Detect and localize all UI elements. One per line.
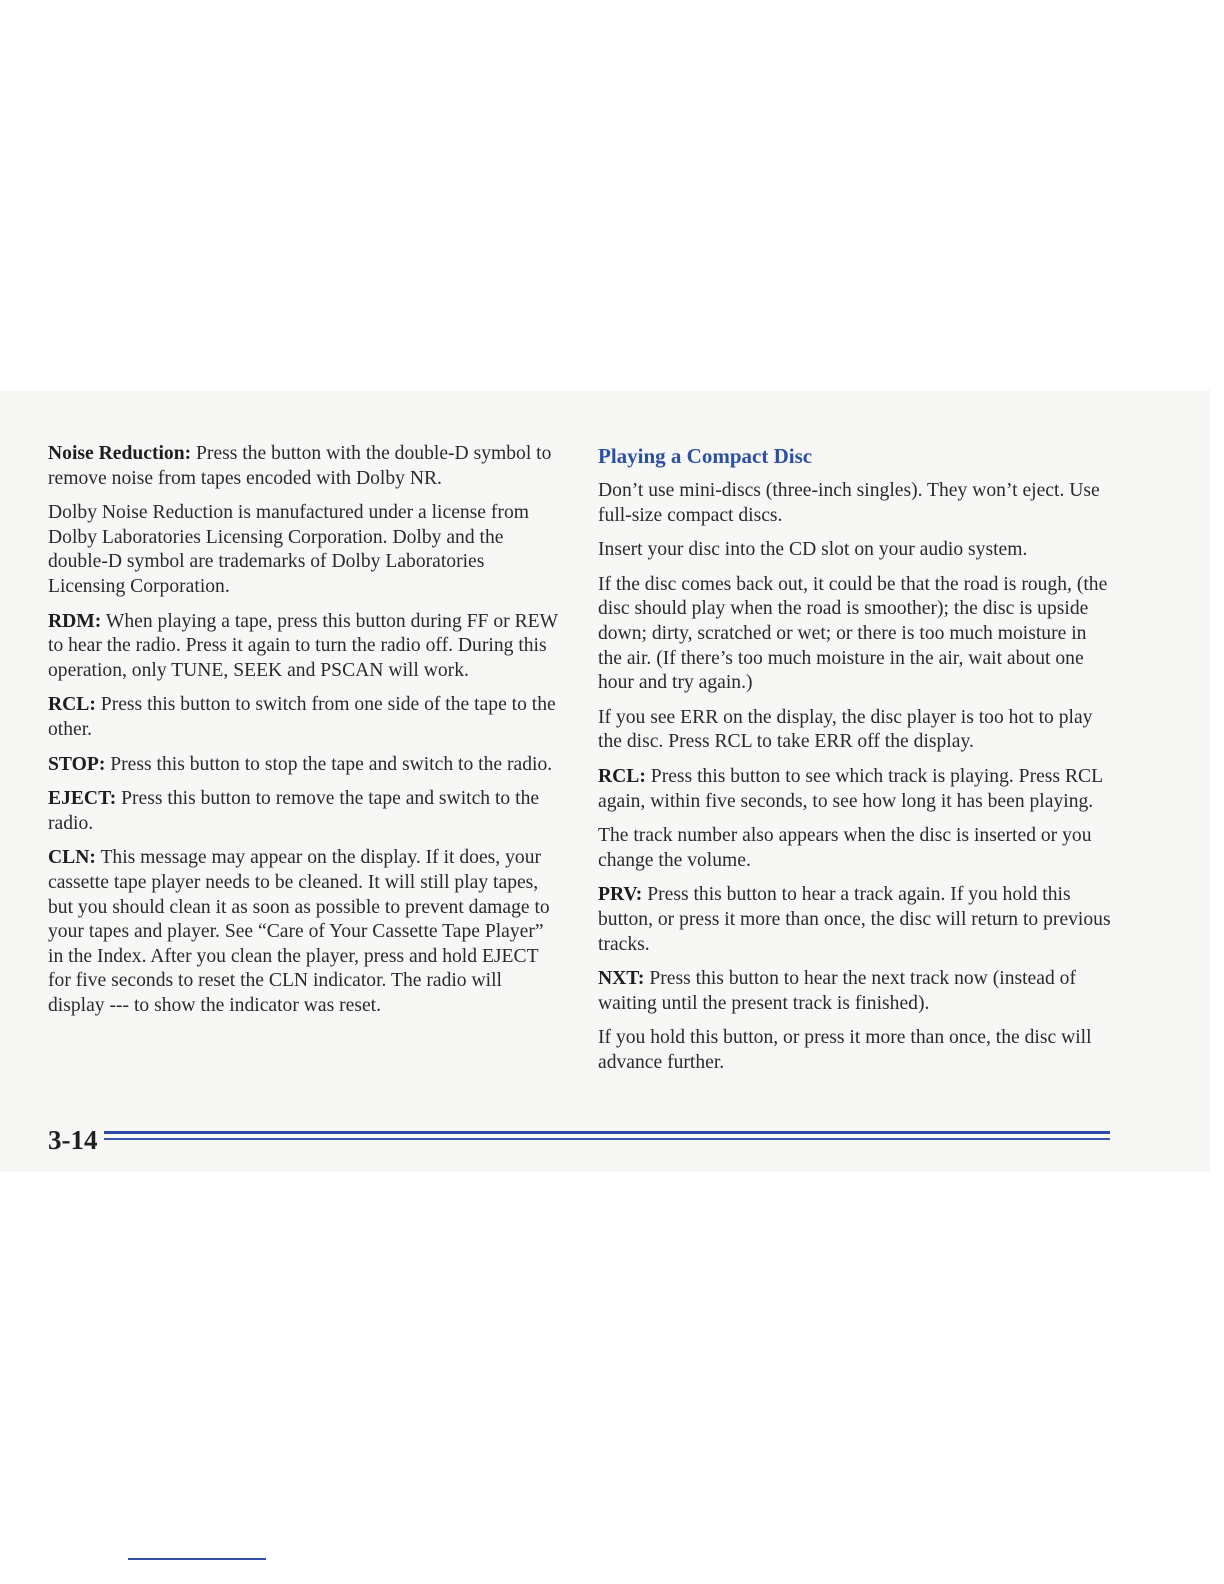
paragraph-text: The track number also appears when the disc is inserted or you change the volume. bbox=[598, 825, 1092, 871]
paragraph-rcl-disc bbox=[598, 765, 1113, 814]
page-footer bbox=[48, 1120, 1110, 1160]
paragraph-text: If you see ERR on the display, the disc player is too hot to play the disc. Press RCL to take ERR off the display. bbox=[598, 706, 1093, 753]
paragraph-nxt bbox=[598, 967, 1113, 1016]
paragraph-text: Press the button with the double-D symbol to remove noise from tapes encoded with Dolby NR. bbox=[48, 443, 552, 489]
term-label: EJECT: bbox=[48, 788, 117, 810]
term-label: RCL: bbox=[598, 765, 646, 787]
paragraph-prv bbox=[598, 883, 1113, 957]
term-label: PRV: bbox=[598, 884, 643, 906]
footer-rule bbox=[104, 1131, 1110, 1134]
paragraph-text: When playing a tape, press this button during FF or REW to hear the radio. Press it again to turn the radio off. During this operation, only TUNE, SEEK and PSCAN will work. bbox=[48, 610, 558, 681]
left-column bbox=[48, 442, 560, 1028]
paragraph-stop bbox=[48, 753, 560, 778]
paragraph-text: This message may appear on the display. If it does, your cassette tape player needs to be cleaned. It will still play tapes, but you should clean it as soon as possible to prevent damage to your tapes and player. See “Care of Your Cassette Tape Player” in the Index. After you clean the player, press and hold EJECT for five seconds to reset the CLN indicator. The radio will display --- to show the indicator was reset. bbox=[48, 847, 550, 1016]
bottom-corner-line bbox=[128, 1558, 266, 1560]
paragraph-text: Press this button to hear the next track now (instead of waiting until the present track is finished). bbox=[598, 968, 1076, 1014]
term-label: CLN: bbox=[48, 847, 96, 869]
section-heading: Playing a Compact Disc bbox=[598, 444, 813, 468]
term-label: RDM: bbox=[48, 610, 102, 632]
paragraph-text: Don’t use mini-discs (three-inch singles). They won’t eject. Use full-size compact discs. bbox=[598, 480, 1100, 526]
paragraph-track-number bbox=[598, 824, 1113, 873]
paragraph-eject bbox=[48, 787, 560, 836]
paragraph-mini-discs bbox=[598, 479, 1113, 528]
paragraph-advance bbox=[598, 1026, 1113, 1075]
page-number: 3-14 bbox=[48, 1125, 98, 1155]
paragraph-text: Press this button to hear a track again. If you hold this button, or press it more than once, the disc will return to previous tracks. bbox=[598, 884, 1111, 955]
paragraph-text: Press this button to remove the tape and switch to the radio. bbox=[48, 788, 540, 834]
paragraph-dolby-license bbox=[48, 501, 560, 599]
paragraph-rdm bbox=[48, 610, 560, 684]
paragraph-rcl-tape bbox=[48, 693, 560, 742]
paragraph-err bbox=[598, 706, 1113, 755]
paragraph-text: If you hold this button, or press it more than once, the disc will advance further. bbox=[598, 1027, 1092, 1073]
paragraph-text: Press this button to see which track is playing. Press RCL again, within five seconds, to see how long it has been playing. bbox=[598, 765, 1103, 812]
paragraph-insert-disc bbox=[598, 538, 1113, 563]
right-column bbox=[598, 442, 1113, 1085]
paragraph-text: Dolby Noise Reduction is manufactured under a license from Dolby Laboratories Licensing Corporation. Dolby and the double-D symbol are trademarks of Dolby Laboratories Licensing Corporation. bbox=[48, 502, 529, 597]
term-label: NXT: bbox=[598, 968, 645, 990]
paragraph-disc-comes-back bbox=[598, 573, 1113, 696]
paragraph-cln bbox=[48, 846, 560, 1018]
paragraph-noise-reduction bbox=[48, 442, 560, 491]
paragraph-text: Insert your disc into the CD slot on your audio system. bbox=[598, 539, 1028, 561]
footer-rule-secondary bbox=[104, 1138, 1110, 1140]
paragraph-text: Press this button to switch from one side of the tape to the other. bbox=[48, 694, 556, 740]
term-label: RCL: bbox=[48, 694, 96, 716]
term-label: Noise Reduction: bbox=[48, 443, 192, 464]
term-label: STOP: bbox=[48, 753, 106, 775]
paragraph-text: Press this button to stop the tape and switch to the radio. bbox=[105, 753, 553, 775]
paragraph-text: If the disc comes back out, it could be that the road is rough, (the disc should play when the road is smoother); the disc is upside down; dirty, scratched or wet; or there is too much moisture in the air. (If there’s too much moisture in the air, wait about one hour and try again.) bbox=[598, 573, 1108, 694]
